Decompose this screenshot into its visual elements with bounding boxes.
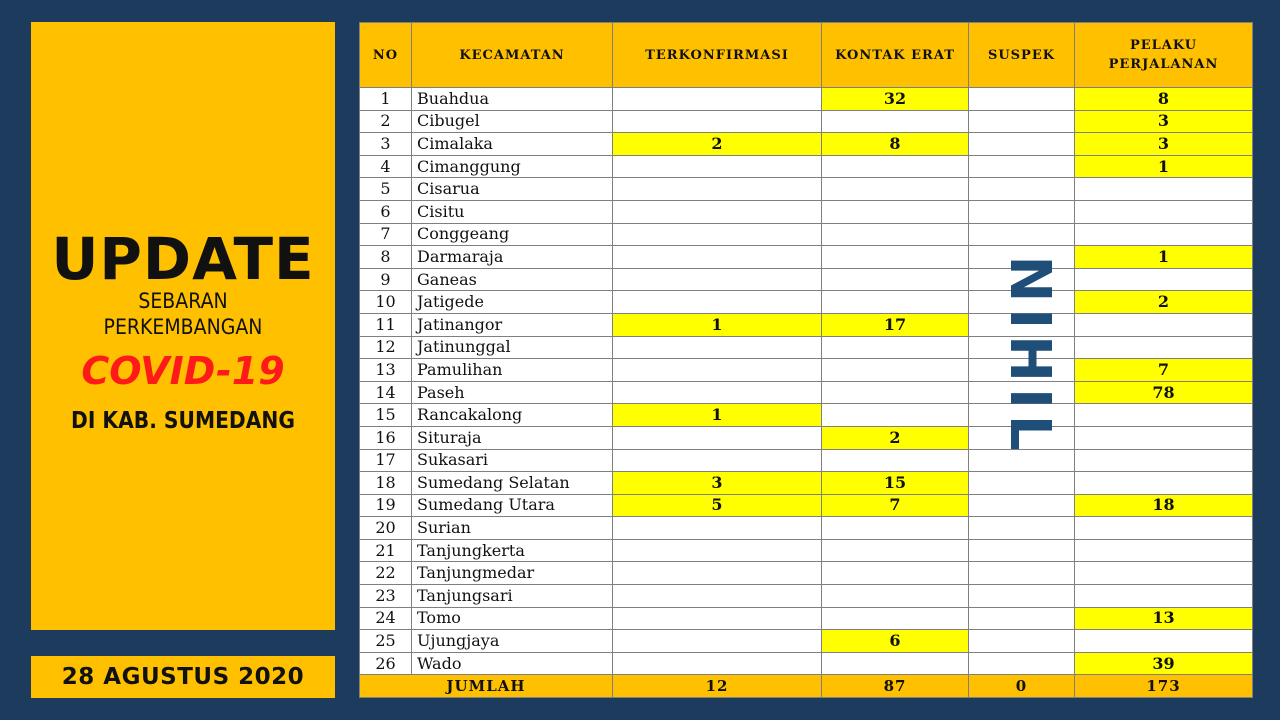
- row-terkonfirmasi: [613, 268, 822, 291]
- row-no: 9: [360, 268, 412, 291]
- row-pelaku-perjalanan: 1: [1075, 246, 1253, 269]
- row-pelaku-perjalanan: [1075, 630, 1253, 653]
- table-row: [360, 336, 1253, 359]
- row-no: 4: [360, 155, 412, 178]
- row-suspek: [969, 223, 1075, 246]
- table-row: [360, 200, 1253, 223]
- row-suspek: [969, 607, 1075, 630]
- row-pelaku-perjalanan: 39: [1075, 652, 1253, 675]
- subtitle: [46, 288, 320, 340]
- row-kecamatan: Tanjungsari: [412, 585, 613, 608]
- row-terkonfirmasi: [613, 449, 822, 472]
- table-row: [360, 88, 1253, 111]
- row-kontak-erat: [822, 607, 969, 630]
- row-suspek: [969, 562, 1075, 585]
- row-kontak-erat: [822, 291, 969, 314]
- row-kontak-erat: [822, 155, 969, 178]
- row-terkonfirmasi: [613, 178, 822, 201]
- table-row: [360, 268, 1253, 291]
- row-kecamatan: Situraja: [412, 426, 613, 449]
- row-kecamatan: Ganeas: [412, 268, 613, 291]
- row-kontak-erat: [822, 652, 969, 675]
- row-terkonfirmasi: 1: [613, 313, 822, 336]
- row-pelaku-perjalanan: 2: [1075, 291, 1253, 314]
- covid-table-container: [359, 22, 1252, 698]
- row-suspek: [969, 517, 1075, 540]
- row-no: 15: [360, 404, 412, 427]
- row-kontak-erat: [822, 449, 969, 472]
- row-kontak-erat: 2: [822, 426, 969, 449]
- row-no: 25: [360, 630, 412, 653]
- table-row: [360, 494, 1253, 517]
- row-terkonfirmasi: [613, 359, 822, 382]
- row-terkonfirmasi: [613, 155, 822, 178]
- table-row: [360, 562, 1253, 585]
- row-suspek: [969, 155, 1075, 178]
- row-no: 1: [360, 88, 412, 111]
- row-suspek: [969, 494, 1075, 517]
- row-suspek: [969, 200, 1075, 223]
- row-pelaku-perjalanan: [1075, 223, 1253, 246]
- table-row: [360, 291, 1253, 314]
- row-kecamatan: Sumedang Selatan: [412, 472, 613, 495]
- row-no: 14: [360, 381, 412, 404]
- header-suspek: SUSPEK: [969, 23, 1075, 88]
- row-pelaku-perjalanan: [1075, 472, 1253, 495]
- info-panel: [31, 22, 335, 630]
- row-terkonfirmasi: [613, 562, 822, 585]
- row-terkonfirmasi: 3: [613, 472, 822, 495]
- row-suspek: [969, 88, 1075, 111]
- total-pelaku-perjalanan: 173: [1075, 675, 1253, 698]
- row-pelaku-perjalanan: [1075, 449, 1253, 472]
- header-kecamatan: KECAMATAN: [412, 23, 613, 88]
- row-kecamatan: Sumedang Utara: [412, 494, 613, 517]
- row-kontak-erat: [822, 562, 969, 585]
- row-no: 11: [360, 313, 412, 336]
- row-terkonfirmasi: [613, 88, 822, 111]
- row-suspek: [969, 472, 1075, 495]
- table-row: [360, 313, 1253, 336]
- row-kecamatan: Wado: [412, 652, 613, 675]
- header-kontak-erat: KONTAK ERAT: [822, 23, 969, 88]
- row-suspek: [969, 539, 1075, 562]
- row-pelaku-perjalanan: 1: [1075, 155, 1253, 178]
- row-suspek: [969, 585, 1075, 608]
- row-kontak-erat: [822, 336, 969, 359]
- row-kontak-erat: [822, 223, 969, 246]
- row-no: 24: [360, 607, 412, 630]
- row-no: 2: [360, 110, 412, 133]
- row-kontak-erat: 6: [822, 630, 969, 653]
- totals-label: JUMLAH: [360, 675, 613, 698]
- row-kecamatan: Paseh: [412, 381, 613, 404]
- row-suspek: [969, 110, 1075, 133]
- row-no: 10: [360, 291, 412, 314]
- row-pelaku-perjalanan: 18: [1075, 494, 1253, 517]
- table-row: [360, 404, 1253, 427]
- row-kontak-erat: [822, 359, 969, 382]
- row-no: 22: [360, 562, 412, 585]
- row-pelaku-perjalanan: [1075, 539, 1253, 562]
- row-terkonfirmasi: 2: [613, 133, 822, 156]
- row-kecamatan: Tanjungmedar: [412, 562, 613, 585]
- row-kontak-erat: 8: [822, 133, 969, 156]
- table-row: [360, 426, 1253, 449]
- row-no: 18: [360, 472, 412, 495]
- total-suspek: 0: [969, 675, 1075, 698]
- header-pelaku-line-1: PELAKU: [1129, 38, 1198, 53]
- covid-heading: COVID-19: [81, 349, 285, 393]
- row-kecamatan: Sukasari: [412, 449, 613, 472]
- table-row: [360, 133, 1253, 156]
- row-kecamatan: Jatigede: [412, 291, 613, 314]
- row-kontak-erat: [822, 381, 969, 404]
- row-kecamatan: Conggeang: [412, 223, 613, 246]
- row-kecamatan: Tomo: [412, 607, 613, 630]
- header-pelaku-perjalanan: [1075, 23, 1253, 88]
- table-row: [360, 449, 1253, 472]
- update-title: UPDATE: [51, 225, 315, 293]
- row-kontak-erat: [822, 585, 969, 608]
- subtitle-line-2: PERKEMBANGAN: [103, 315, 263, 339]
- row-pelaku-perjalanan: [1075, 200, 1253, 223]
- table-body: [360, 88, 1253, 675]
- row-pelaku-perjalanan: [1075, 585, 1253, 608]
- row-kecamatan: Cimalaka: [412, 133, 613, 156]
- suspek-nihil-label: NIHIL: [997, 255, 1062, 457]
- row-no: 17: [360, 449, 412, 472]
- row-pelaku-perjalanan: 3: [1075, 110, 1253, 133]
- row-terkonfirmasi: [613, 223, 822, 246]
- table-row: [360, 585, 1253, 608]
- row-no: 7: [360, 223, 412, 246]
- row-terkonfirmasi: [613, 585, 822, 608]
- row-terkonfirmasi: 1: [613, 404, 822, 427]
- row-pelaku-perjalanan: 3: [1075, 133, 1253, 156]
- table-row: [360, 539, 1253, 562]
- row-kecamatan: Jatinangor: [412, 313, 613, 336]
- table-row: [360, 381, 1253, 404]
- row-terkonfirmasi: [613, 110, 822, 133]
- row-no: 19: [360, 494, 412, 517]
- total-terkonfirmasi: 12: [613, 675, 822, 698]
- row-no: 8: [360, 246, 412, 269]
- row-pelaku-perjalanan: 7: [1075, 359, 1253, 382]
- table-row: [360, 110, 1253, 133]
- row-no: 3: [360, 133, 412, 156]
- row-pelaku-perjalanan: [1075, 404, 1253, 427]
- subtitle-line-1: SEBARAN: [138, 289, 228, 313]
- row-kontak-erat: [822, 268, 969, 291]
- row-terkonfirmasi: 5: [613, 494, 822, 517]
- header-no: NO: [360, 23, 412, 88]
- row-pelaku-perjalanan: [1075, 517, 1253, 540]
- row-terkonfirmasi: [613, 517, 822, 540]
- table-header-row: [360, 23, 1253, 88]
- row-pelaku-perjalanan: [1075, 426, 1253, 449]
- row-no: 23: [360, 585, 412, 608]
- row-kontak-erat: [822, 200, 969, 223]
- row-kontak-erat: [822, 110, 969, 133]
- table-row: [360, 607, 1253, 630]
- row-pelaku-perjalanan: [1075, 562, 1253, 585]
- row-kecamatan: Pamulihan: [412, 359, 613, 382]
- row-kontak-erat: 32: [822, 88, 969, 111]
- row-pelaku-perjalanan: [1075, 313, 1253, 336]
- covid-table: [359, 22, 1253, 698]
- row-suspek: [969, 178, 1075, 201]
- header-terkonfirmasi: TERKONFIRMASI: [613, 23, 822, 88]
- row-terkonfirmasi: [613, 652, 822, 675]
- row-pelaku-perjalanan: 13: [1075, 607, 1253, 630]
- table-row: [360, 472, 1253, 495]
- row-terkonfirmasi: [613, 630, 822, 653]
- row-no: 26: [360, 652, 412, 675]
- row-terkonfirmasi: [613, 200, 822, 223]
- row-no: 20: [360, 517, 412, 540]
- row-kecamatan: Surian: [412, 517, 613, 540]
- row-terkonfirmasi: [613, 381, 822, 404]
- table-row: [360, 155, 1253, 178]
- row-no: 21: [360, 539, 412, 562]
- table-row: [360, 178, 1253, 201]
- row-no: 16: [360, 426, 412, 449]
- row-suspek: [969, 133, 1075, 156]
- row-no: 5: [360, 178, 412, 201]
- row-kecamatan: Darmaraja: [412, 246, 613, 269]
- row-pelaku-perjalanan: [1075, 336, 1253, 359]
- row-kontak-erat: [822, 178, 969, 201]
- table-row: [360, 359, 1253, 382]
- region-label: DI KAB. SUMEDANG: [71, 408, 295, 434]
- row-kecamatan: Ujungjaya: [412, 630, 613, 653]
- totals-row: [360, 675, 1253, 698]
- row-kecamatan: Jatinunggal: [412, 336, 613, 359]
- row-kecamatan: Cisarua: [412, 178, 613, 201]
- row-pelaku-perjalanan: [1075, 268, 1253, 291]
- row-no: 13: [360, 359, 412, 382]
- row-kecamatan: Cibugel: [412, 110, 613, 133]
- table-row: [360, 630, 1253, 653]
- row-kecamatan: Buahdua: [412, 88, 613, 111]
- row-terkonfirmasi: [613, 336, 822, 359]
- row-pelaku-perjalanan: [1075, 178, 1253, 201]
- date-banner: [31, 656, 335, 698]
- table-row: [360, 246, 1253, 269]
- row-terkonfirmasi: [613, 607, 822, 630]
- table-row: [360, 652, 1253, 675]
- row-kontak-erat: [822, 404, 969, 427]
- row-suspek: [969, 630, 1075, 653]
- row-suspek: [969, 652, 1075, 675]
- row-terkonfirmasi: [613, 246, 822, 269]
- row-terkonfirmasi: [613, 426, 822, 449]
- row-pelaku-perjalanan: 8: [1075, 88, 1253, 111]
- total-kontak-erat: 87: [822, 675, 969, 698]
- table-row: [360, 223, 1253, 246]
- row-kontak-erat: 15: [822, 472, 969, 495]
- row-terkonfirmasi: [613, 291, 822, 314]
- row-kontak-erat: [822, 517, 969, 540]
- row-kontak-erat: 17: [822, 313, 969, 336]
- row-kontak-erat: [822, 246, 969, 269]
- table-row: [360, 517, 1253, 540]
- row-no: 12: [360, 336, 412, 359]
- row-kontak-erat: [822, 539, 969, 562]
- header-pelaku-line-2: PERJALANAN: [1108, 57, 1219, 72]
- row-kontak-erat: 7: [822, 494, 969, 517]
- row-kecamatan: Cimanggung: [412, 155, 613, 178]
- row-kecamatan: Tanjungkerta: [412, 539, 613, 562]
- row-kecamatan: Cisitu: [412, 200, 613, 223]
- row-pelaku-perjalanan: 78: [1075, 381, 1253, 404]
- date-text: 28 AGUSTUS 2020: [61, 664, 305, 690]
- row-terkonfirmasi: [613, 539, 822, 562]
- row-no: 6: [360, 200, 412, 223]
- row-kecamatan: Rancakalong: [412, 404, 613, 427]
